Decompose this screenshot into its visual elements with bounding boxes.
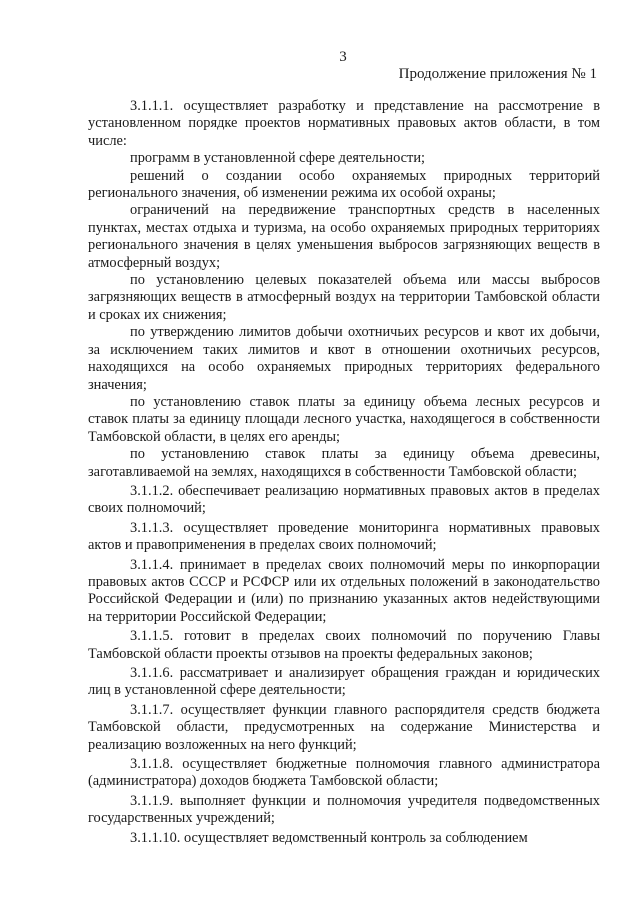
document-body <box>88 98 600 847</box>
paragraph-3-1-1-4: 3.1.1.4. принимает в пределах своих полномочий меры по инкорпорации правовых актов СССР и РСФСР или их отдельных положений в законодательство Российской Федерации и (или) по признанию указанных актов недействующими на территории Российской Федерации; <box>88 556 600 625</box>
paragraph-3-1-1-8: 3.1.1.8. осуществляет бюджетные полномочия главного администратора (администратора) доходов бюджета Тамбовской области; <box>88 756 600 790</box>
paragraph-3-1-1-5: 3.1.1.5. готовит в пределах своих полномочий по поручению Главы Тамбовской области проекты отзывов на проекты федеральных законов; <box>88 628 600 662</box>
list-item-forest-rates: по установлению ставок платы за единицу объема лесных ресурсов и ставок платы за единицу площади лесного участка, находящегося в собственности Тамбовской области, в целях его аренды; <box>88 393 600 445</box>
paragraph-3-1-1-9: 3.1.1.9. выполняет функции и полномочия учредителя подведомственных государственных учреждений; <box>88 792 600 827</box>
list-item-emission-targets: по установлению целевых показателей объема или массы выбросов загрязняющих веществ в атмосферный воздух на территории Тамбовской области и сроках их снижения; <box>88 272 600 323</box>
paragraph-3-1-1-2: 3.1.1.2. обеспечивает реализацию нормативных правовых актов в пределах своих полномочий; <box>88 482 600 517</box>
paragraph-3-1-1-6: 3.1.1.6. рассматривает и анализирует обращения граждан и юридических лиц в установленной сфере деятельности; <box>88 665 600 699</box>
appendix-continuation-note: Продолжение приложения № 1 <box>398 66 597 82</box>
list-item-programs: программ в установленной сфере деятельности; <box>130 150 426 167</box>
list-item-hunting-limits: по утверждению лимитов добычи охотничьих ресурсов и квот их добычи, за исключением таких лимитов и квот в отношении охотничьих ресурсов, находящихся на особо охраняемых природных территориях федерального значения; <box>88 324 600 393</box>
list-item-transport-restrictions: ограничений на передвижение транспортных средств в населенных пунктах, местах отдыха и туризма, на особо охраняемых природных территориях регионального значения в целях уменьшения выбросов загрязняющих веществ в атмосферный воздух; <box>88 202 600 271</box>
paragraph-3-1-1-3: 3.1.1.3. осуществляет проведение мониторинга нормативных правовых актов и правоприменения в пределах своих полномочий; <box>88 519 600 554</box>
list-item-protected-areas: решений о создании особо охраняемых природных территорий регионального значения, об изменении режима их особой охраны; <box>88 167 600 202</box>
list-item-timber-rates: по установлению ставок платы за единицу объема древесины, заготавливаемой на землях, находящихся в собственности Тамбовской области; <box>88 446 600 480</box>
paragraph-3-1-1-10: 3.1.1.10. осуществляет ведомственный контроль за соблюдением <box>130 829 528 846</box>
paragraph-3-1-1-7: 3.1.1.7. осуществляет функции главного распорядителя средств бюджета Тамбовской области, предусмотренных на содержание Министерства и реализацию возложенных на него функций; <box>88 701 600 753</box>
paragraph-3-1-1-1: 3.1.1.1. осуществляет разработку и представление на рассмотрение в установленном порядке проектов нормативных правовых актов области, в том числе: <box>88 98 600 149</box>
page-number: 3 <box>339 49 347 65</box>
